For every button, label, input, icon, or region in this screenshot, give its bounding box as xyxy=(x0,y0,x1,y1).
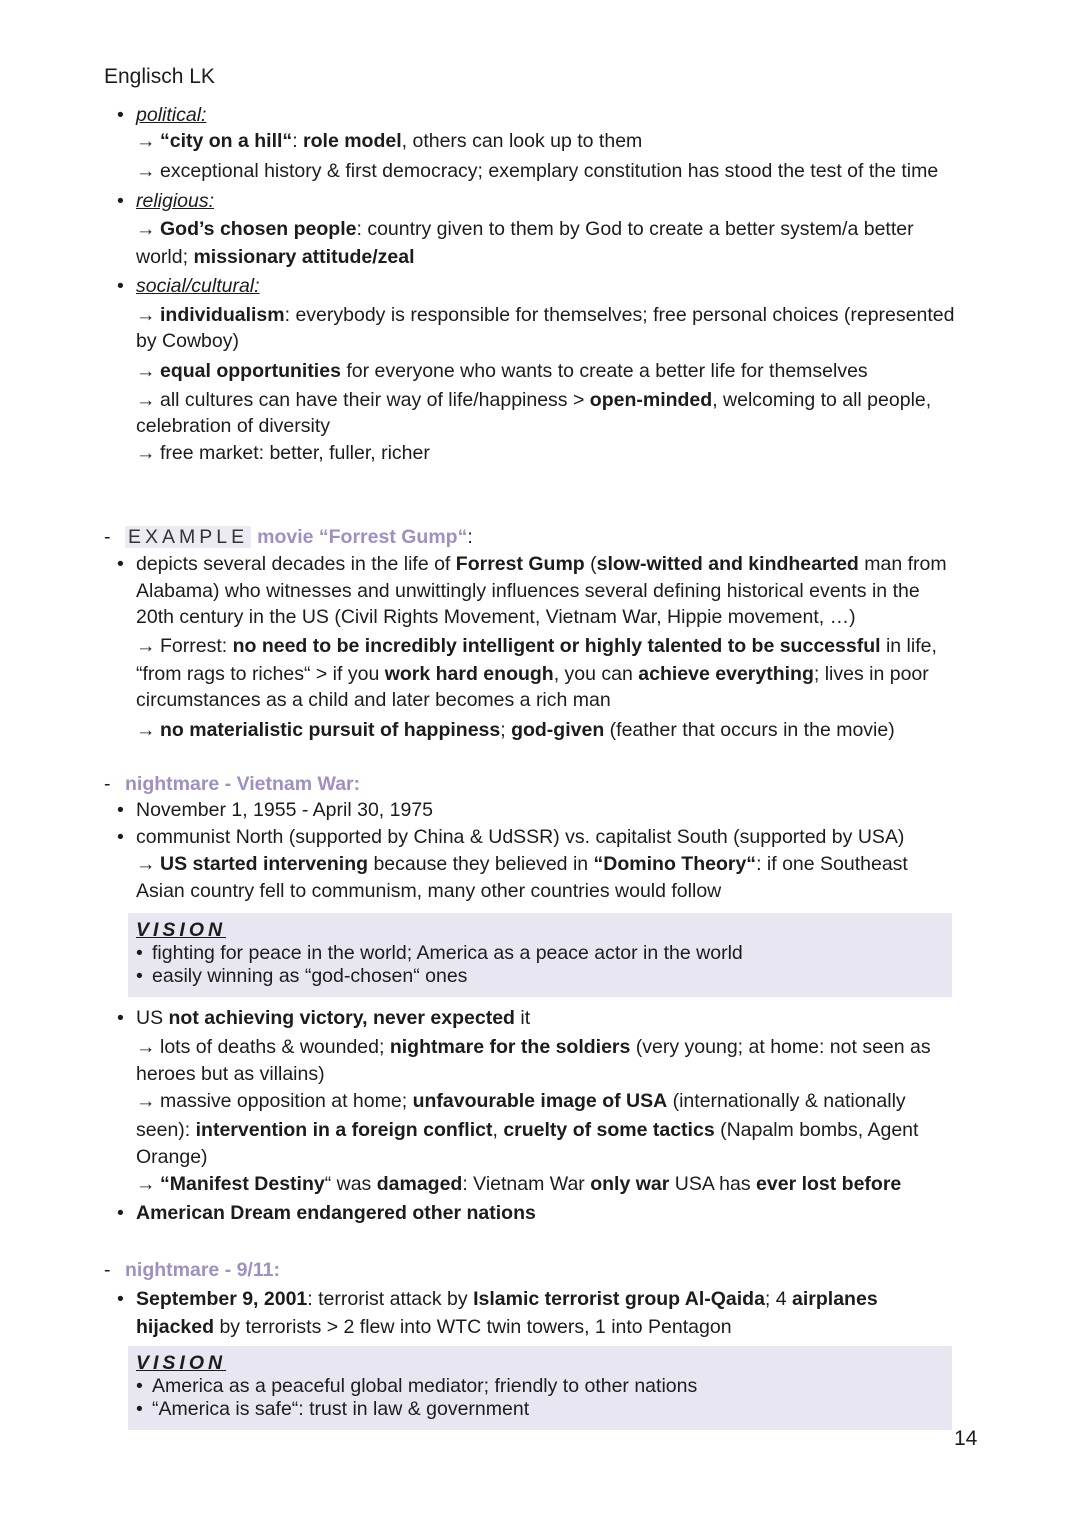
arrow-icon: → xyxy=(136,1090,156,1112)
list-item: → all cultures can have their way of life/happiness > open-minded, welcoming to all people, xyxy=(136,389,932,411)
list-item-cont: hijacked by terrorists > 2 flew into WTC twin towers, 1 into Pentagon xyxy=(136,1316,732,1338)
vision-item: • America as a peaceful global mediator; friendly to other nations xyxy=(136,1375,944,1398)
vietnam-section xyxy=(104,771,984,904)
list-item-cont: Alabama) who witnesses and unwittingly influences several defining historical events in the xyxy=(136,580,920,602)
arrow-icon: → xyxy=(136,853,156,875)
vision-box-vietnam xyxy=(128,913,952,997)
vision-item: • fighting for peace in the world; America as a peace actor in the world xyxy=(136,942,944,965)
list-item-cont: 20th century in the US (Civil Rights Movement, Vietnam War, Hippie movement, …) xyxy=(136,606,856,628)
list-item: • communist North (supported by China & UdSSR) vs. capitalist South (supported by USA) xyxy=(104,824,984,850)
arrow-icon: → xyxy=(136,635,156,657)
list-item: • American Dream endangered other nations xyxy=(104,1200,984,1226)
arrow-icon: → xyxy=(136,719,156,741)
list-item: → “city on a hill“: role model, others can look up to them xyxy=(136,130,643,152)
list-item-cont: Asian country fell to communism, many other countries would follow xyxy=(136,880,722,902)
list-item-cont: world; missionary attitude/zeal xyxy=(136,246,415,268)
nine-eleven-heading: - nightmare - 9/11: xyxy=(104,1257,984,1283)
vision-box-nine-eleven xyxy=(128,1346,952,1430)
list-item-cont: heroes but as villains) xyxy=(136,1063,325,1085)
arrow-icon: → xyxy=(136,1173,156,1195)
list-item: → no materialistic pursuit of happiness; god-given (feather that occurs in the movie) xyxy=(136,719,895,741)
list-item: • November 1, 1955 - April 30, 1975 xyxy=(104,797,984,823)
list-item: → Forrest: no need to be incredibly intelligent or highly talented to be successful in life, xyxy=(136,635,937,657)
example-label: EXAMPLE xyxy=(125,526,251,548)
list-item: → lots of deaths & wounded; nightmare for the soldiers (very young; at home: not seen as xyxy=(136,1036,931,1058)
list-item-cont: circumstances as a child and later becomes a rich man xyxy=(136,689,611,711)
arrow-icon: → xyxy=(136,304,156,326)
example-section xyxy=(104,524,984,743)
arrow-icon: → xyxy=(136,442,156,464)
list-item: • US not achieving victory, never expected it xyxy=(104,1005,984,1031)
arrow-icon: → xyxy=(136,218,156,240)
list-item: → “Manifest Destiny“ was damaged: Vietnam War only war USA has ever lost before xyxy=(136,1173,902,1195)
vietnam-results xyxy=(104,1005,984,1226)
arrow-icon: → xyxy=(136,1036,156,1058)
arrow-icon: → xyxy=(136,130,156,152)
page-number: 14 xyxy=(954,1427,978,1450)
list-item: → free market: better, fuller, richer xyxy=(136,442,430,464)
list-item: → US started intervening because they believed in “Domino Theory“: if one Southeast xyxy=(136,853,908,875)
list-item-cont: by Cowboy) xyxy=(136,330,239,352)
list-item: → massive opposition at home; unfavourable image of USA (internationally & nationally xyxy=(136,1090,906,1112)
social-label: • social/cultural: xyxy=(104,273,984,299)
vision-item: • “America is safe“: trust in law & government xyxy=(136,1398,944,1421)
list-item: → exceptional history & first democracy; exemplary constitution has stood the test of the time xyxy=(136,160,939,182)
list-item-cont: seen): intervention in a foreign conflict, cruelty of some tactics (Napalm bombs, Agent xyxy=(136,1119,919,1141)
arrow-icon: → xyxy=(136,360,156,382)
list-item: • depicts several decades in the life of Forrest Gump (slow-witted and kindhearted man from xyxy=(104,551,984,577)
list-item: → equal opportunities for everyone who wants to create a better life for themselves xyxy=(136,360,868,382)
nine-eleven-section xyxy=(104,1257,984,1340)
list-item: → God’s chosen people: country given to them by God to create a better system/a better xyxy=(136,218,914,240)
arrow-icon: → xyxy=(136,160,156,182)
list-item: → individualism: everybody is responsible for themselves; free personal choices (represented xyxy=(136,304,955,326)
religious-label: • religious: xyxy=(104,188,984,214)
vietnam-heading: - nightmare - Vietnam War: xyxy=(104,771,984,797)
vision-title: VISION xyxy=(136,919,227,941)
vision-title: VISION xyxy=(136,1352,227,1374)
subject-header: Englisch LK xyxy=(104,65,215,88)
ideals-section xyxy=(104,102,984,466)
list-item-cont: “from rags to riches“ > if you work hard enough, you can achieve everything; lives in poor xyxy=(136,663,929,685)
example-heading: - EXAMPLE movie “Forrest Gump“: xyxy=(104,524,984,550)
list-item-cont: celebration of diversity xyxy=(136,415,331,437)
list-item-cont: Orange) xyxy=(136,1146,208,1168)
vision-item: • easily winning as “god-chosen“ ones xyxy=(136,965,944,988)
list-item: • September 9, 2001: terrorist attack by Islamic terrorist group Al-Qaida; 4 airplanes xyxy=(104,1286,984,1312)
arrow-icon: → xyxy=(136,389,156,411)
political-label: • political: xyxy=(104,102,984,128)
